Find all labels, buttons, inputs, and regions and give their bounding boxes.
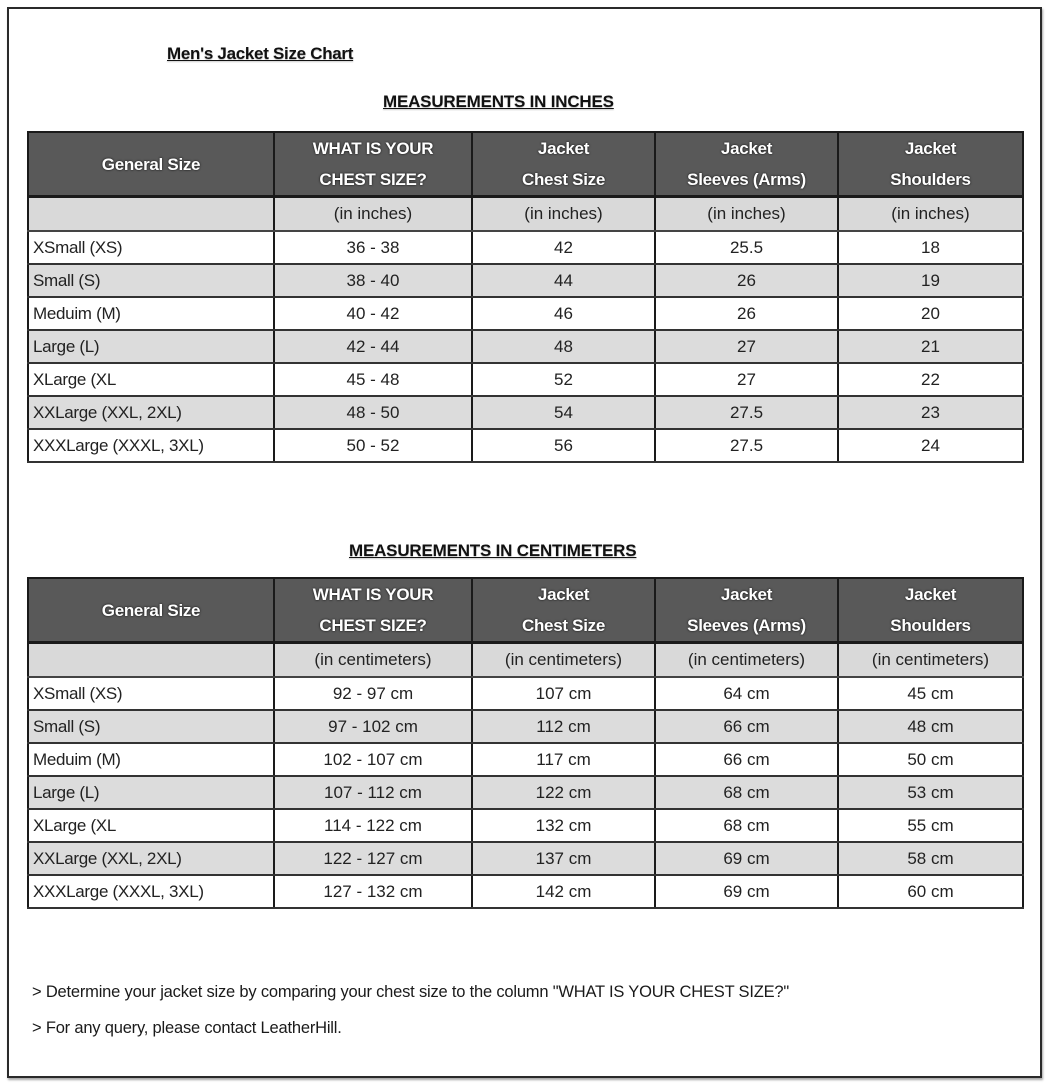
units-cell: (in inches) [472,197,655,232]
chest-range-cell: 114 - 122 cm [274,809,472,842]
table-row [28,809,1023,842]
chest-range-cell: 97 - 102 cm [274,710,472,743]
chest-range-cell: 40 - 42 [274,297,472,330]
chest-range-cell: 45 - 48 [274,363,472,396]
size-cell: Meduim (M) [28,297,274,330]
size-cell: XSmall (XS) [28,231,274,264]
size-cell: Small (S) [28,710,274,743]
header-jacket-chest-size: Jacket Chest Size [472,578,655,643]
sleeves-cell: 68 cm [655,776,838,809]
shoulders-cell: 60 cm [838,875,1023,908]
units-cell: (in centimeters) [274,643,472,678]
jacket-chest-cell: 117 cm [472,743,655,776]
shoulders-cell: 23 [838,396,1023,429]
size-cell: Large (L) [28,776,274,809]
size-cell: Large (L) [28,330,274,363]
table-row [28,264,1023,297]
header-general-size: General Size [28,578,274,643]
chest-range-cell: 127 - 132 cm [274,875,472,908]
table-row [28,429,1023,462]
centimeters-section-title: MEASUREMENTS IN CENTIMETERS [349,541,637,560]
size-cell: XXLarge (XXL, 2XL) [28,396,274,429]
units-row [28,643,1023,678]
table-row [28,363,1023,396]
sleeves-cell: 26 [655,297,838,330]
shoulders-cell: 50 cm [838,743,1023,776]
header-jacket-chest-size: Jacket Chest Size [472,132,655,197]
table-row [28,743,1023,776]
footnotes [32,982,789,1054]
jacket-chest-cell: 54 [472,396,655,429]
sleeves-cell: 27 [655,363,838,396]
inches-size-table [27,131,1024,463]
table-row [28,710,1023,743]
jacket-chest-cell: 122 cm [472,776,655,809]
header-general-size: General Size [28,132,274,197]
sleeves-cell: 64 cm [655,677,838,710]
jacket-chest-cell: 52 [472,363,655,396]
shoulders-cell: 48 cm [838,710,1023,743]
size-cell: Meduim (M) [28,743,274,776]
centimeters-size-table [27,577,1024,909]
shoulders-cell: 58 cm [838,842,1023,875]
sleeves-cell: 68 cm [655,809,838,842]
jacket-chest-cell: 48 [472,330,655,363]
jacket-chest-cell: 46 [472,297,655,330]
table-header-row [28,578,1023,643]
units-cell: (in centimeters) [472,643,655,678]
size-cell: XLarge (XL [28,809,274,842]
sleeves-cell: 69 cm [655,842,838,875]
shoulders-cell: 45 cm [838,677,1023,710]
chest-range-cell: 42 - 44 [274,330,472,363]
jacket-chest-cell: 44 [472,264,655,297]
shoulders-cell: 21 [838,330,1023,363]
note-contact: > For any query, please contact LeatherHill. [32,1019,342,1037]
chest-range-cell: 92 - 97 cm [274,677,472,710]
units-cell: (in inches) [655,197,838,232]
jacket-chest-cell: 112 cm [472,710,655,743]
header-jacket-sleeves: Jacket Sleeves (Arms) [655,578,838,643]
units-cell: (in centimeters) [655,643,838,678]
units-cell [28,197,274,232]
chest-range-cell: 102 - 107 cm [274,743,472,776]
sleeves-cell: 66 cm [655,710,838,743]
header-jacket-shoulders: Jacket Shoulders [838,578,1023,643]
units-row [28,197,1023,232]
inches-section-title: MEASUREMENTS IN INCHES [383,92,614,111]
sleeves-cell: 27 [655,330,838,363]
size-cell: XSmall (XS) [28,677,274,710]
size-cell: XLarge (XL [28,363,274,396]
shoulders-cell: 19 [838,264,1023,297]
chest-range-cell: 122 - 127 cm [274,842,472,875]
chest-range-cell: 36 - 38 [274,231,472,264]
header-your-chest-size: WHAT IS YOUR CHEST SIZE? [274,132,472,197]
shoulders-cell: 53 cm [838,776,1023,809]
size-cell: Small (S) [28,264,274,297]
table-row [28,297,1023,330]
shoulders-cell: 55 cm [838,809,1023,842]
table-row [28,231,1023,264]
sleeves-cell: 26 [655,264,838,297]
chest-range-cell: 48 - 50 [274,396,472,429]
units-cell: (in inches) [838,197,1023,232]
chest-range-cell: 50 - 52 [274,429,472,462]
units-cell: (in centimeters) [838,643,1023,678]
chest-range-cell: 107 - 112 cm [274,776,472,809]
shoulders-cell: 22 [838,363,1023,396]
header-jacket-shoulders: Jacket Shoulders [838,132,1023,197]
jacket-chest-cell: 132 cm [472,809,655,842]
sleeves-cell: 69 cm [655,875,838,908]
jacket-chest-cell: 56 [472,429,655,462]
chart-title: Men's Jacket Size Chart [167,44,354,63]
table-row [28,330,1023,363]
jacket-chest-cell: 142 cm [472,875,655,908]
units-cell [28,643,274,678]
shoulders-cell: 24 [838,429,1023,462]
sleeves-cell: 27.5 [655,396,838,429]
table-row [28,776,1023,809]
sleeves-cell: 27.5 [655,429,838,462]
table-header-row [28,132,1023,197]
table-row [28,396,1023,429]
table-row [28,842,1023,875]
jacket-chest-cell: 42 [472,231,655,264]
table-row [28,875,1023,908]
header-jacket-sleeves: Jacket Sleeves (Arms) [655,132,838,197]
sleeves-cell: 25.5 [655,231,838,264]
chest-range-cell: 38 - 40 [274,264,472,297]
size-cell: XXXLarge (XXXL, 3XL) [28,429,274,462]
units-cell: (in inches) [274,197,472,232]
header-your-chest-size: WHAT IS YOUR CHEST SIZE? [274,578,472,643]
size-cell: XXXLarge (XXXL, 3XL) [28,875,274,908]
table-row [28,677,1023,710]
shoulders-cell: 18 [838,231,1023,264]
shoulders-cell: 20 [838,297,1023,330]
jacket-chest-cell: 137 cm [472,842,655,875]
sleeves-cell: 66 cm [655,743,838,776]
jacket-chest-cell: 107 cm [472,677,655,710]
note-determine-size: > Determine your jacket size by comparing your chest size to the column "WHAT IS YOUR CHEST SIZE?" [32,983,790,1001]
size-cell: XXLarge (XXL, 2XL) [28,842,274,875]
